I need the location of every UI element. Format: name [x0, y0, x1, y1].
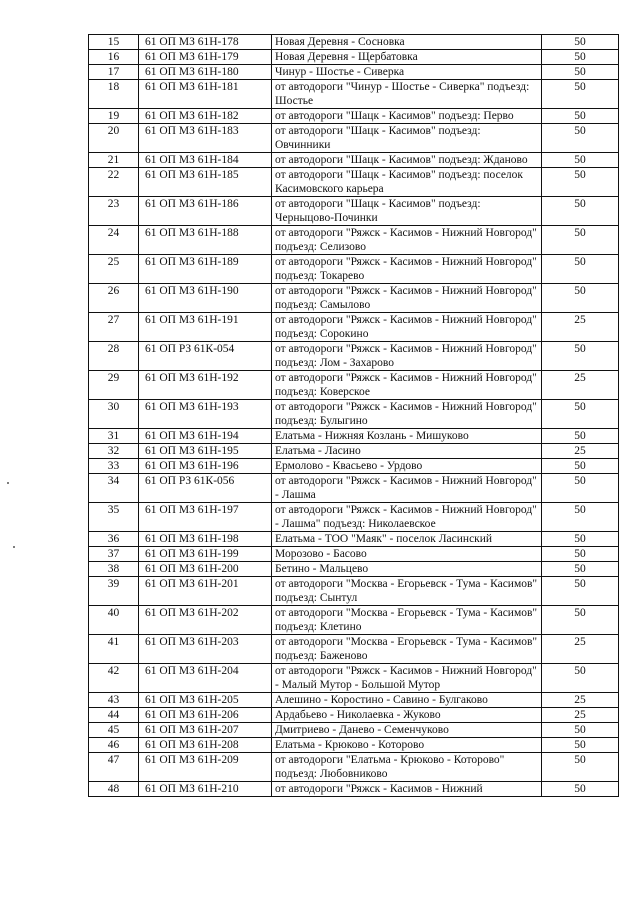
road-length: 50	[542, 153, 619, 168]
road-name: от автодороги "Шацк - Касимов" подъезд: Черныцово-Починки	[272, 197, 542, 226]
road-code: 61 ОП МЗ 61Н-195	[139, 444, 272, 459]
road-code: 61 ОП МЗ 61Н-193	[139, 400, 272, 429]
road-length: 25	[542, 708, 619, 723]
road-length: 50	[542, 35, 619, 50]
row-number: 37	[89, 547, 139, 562]
table-row	[89, 606, 619, 635]
table-row	[89, 371, 619, 400]
road-code: 61 ОП МЗ 61Н-197	[139, 503, 272, 532]
row-number: 28	[89, 342, 139, 371]
road-name: от автодороги "Ряжск - Касимов - Нижний Новгород" подъезд: Токарево	[272, 255, 542, 284]
road-code: 61 ОП МЗ 61Н-208	[139, 738, 272, 753]
row-number: 26	[89, 284, 139, 313]
row-number: 21	[89, 153, 139, 168]
road-name: Алешино - Коростино - Савино - Булгаково	[272, 693, 542, 708]
road-name: Дмитриево - Данево - Семенчуково	[272, 723, 542, 738]
road-name: от автодороги "Ряжск - Касимов - Нижний Новгород" подъезд: Коверское	[272, 371, 542, 400]
table-row	[89, 459, 619, 474]
road-length: 50	[542, 50, 619, 65]
road-code: 61 ОП МЗ 61Н-190	[139, 284, 272, 313]
road-code: 61 ОП МЗ 61Н-205	[139, 693, 272, 708]
road-length: 50	[542, 197, 619, 226]
road-name: Ардабьево - Николаевка - Жуково	[272, 708, 542, 723]
road-code: 61 ОП МЗ 61Н-200	[139, 562, 272, 577]
road-length: 50	[542, 503, 619, 532]
road-name: Ермолово - Квасьево - Урдово	[272, 459, 542, 474]
row-number: 15	[89, 35, 139, 50]
road-length: 50	[542, 606, 619, 635]
road-name: Елатьма - Ласино	[272, 444, 542, 459]
road-code: 61 ОП МЗ 61Н-185	[139, 168, 272, 197]
road-name: Елатьма - Крюково - Которово	[272, 738, 542, 753]
table-row	[89, 400, 619, 429]
row-number: 34	[89, 474, 139, 503]
road-name: от автодороги "Ряжск - Касимов - Нижний	[272, 782, 542, 797]
table-row	[89, 284, 619, 313]
road-length: 50	[542, 753, 619, 782]
table-row	[89, 753, 619, 782]
row-number: 38	[89, 562, 139, 577]
road-name: от автодороги "Шацк - Касимов" подъезд: поселок Касимовского карьера	[272, 168, 542, 197]
road-length: 25	[542, 313, 619, 342]
table-row	[89, 723, 619, 738]
road-length: 50	[542, 226, 619, 255]
road-code: 61 ОП МЗ 61Н-203	[139, 635, 272, 664]
table-row	[89, 35, 619, 50]
road-length: 25	[542, 371, 619, 400]
roads-table-body	[89, 35, 619, 797]
table-row	[89, 109, 619, 124]
table-row	[89, 153, 619, 168]
road-length: 50	[542, 459, 619, 474]
row-number: 33	[89, 459, 139, 474]
scan-speck	[7, 482, 9, 484]
row-number: 16	[89, 50, 139, 65]
road-code: 61 ОП МЗ 61Н-189	[139, 255, 272, 284]
table-row	[89, 168, 619, 197]
road-length: 50	[542, 342, 619, 371]
road-code: 61 ОП МЗ 61Н-191	[139, 313, 272, 342]
road-name: от автодороги "Ряжск - Касимов - Нижний Новгород" подъезд: Самылово	[272, 284, 542, 313]
row-number: 30	[89, 400, 139, 429]
road-length: 25	[542, 444, 619, 459]
road-name: от автодороги "Шацк - Касимов" подъезд: Жданово	[272, 153, 542, 168]
road-code: 61 ОП МЗ 61Н-186	[139, 197, 272, 226]
row-number: 43	[89, 693, 139, 708]
row-number: 41	[89, 635, 139, 664]
road-code: 61 ОП МЗ 61Н-194	[139, 429, 272, 444]
road-length: 50	[542, 255, 619, 284]
road-length: 50	[542, 474, 619, 503]
road-length: 50	[542, 562, 619, 577]
row-number: 45	[89, 723, 139, 738]
row-number: 42	[89, 664, 139, 693]
road-length: 25	[542, 635, 619, 664]
road-name: от автодороги "Ряжск - Касимов - Нижний Новгород" подъезд: Сорокино	[272, 313, 542, 342]
row-number: 31	[89, 429, 139, 444]
road-code: 61 ОП МЗ 61Н-183	[139, 124, 272, 153]
row-number: 27	[89, 313, 139, 342]
row-number: 35	[89, 503, 139, 532]
table-row	[89, 255, 619, 284]
road-code: 61 ОП МЗ 61Н-206	[139, 708, 272, 723]
road-length: 50	[542, 738, 619, 753]
road-name: Чинур - Шостье - Сиверка	[272, 65, 542, 80]
road-code: 61 ОП МЗ 61Н-204	[139, 664, 272, 693]
table-row	[89, 80, 619, 109]
road-name: от автодороги "Москва - Егорьевск - Тума - Касимов" подъезд: Сынтул	[272, 577, 542, 606]
row-number: 22	[89, 168, 139, 197]
road-name: от автодороги "Москва - Егорьевск - Тума - Касимов" подъезд: Клетино	[272, 606, 542, 635]
road-length: 50	[542, 124, 619, 153]
table-row	[89, 693, 619, 708]
table-row	[89, 738, 619, 753]
road-name: от автодороги "Шацк - Касимов" подъезд: Перво	[272, 109, 542, 124]
row-number: 40	[89, 606, 139, 635]
road-length: 50	[542, 284, 619, 313]
road-name: от автодороги "Елатьма - Крюково - Которово" подъезд: Любовниково	[272, 753, 542, 782]
table-row	[89, 50, 619, 65]
row-number: 48	[89, 782, 139, 797]
table-row	[89, 197, 619, 226]
table-row	[89, 562, 619, 577]
row-number: 24	[89, 226, 139, 255]
road-name: от автодороги "Ряжск - Касимов - Нижний Новгород" - Лашма" подъезд: Николаевское	[272, 503, 542, 532]
road-code: 61 ОП РЗ 61К-056	[139, 474, 272, 503]
scan-speck	[13, 546, 15, 548]
road-length: 50	[542, 577, 619, 606]
row-number: 19	[89, 109, 139, 124]
road-name: Морозово - Басово	[272, 547, 542, 562]
road-code: 61 ОП МЗ 61Н-181	[139, 80, 272, 109]
row-number: 44	[89, 708, 139, 723]
row-number: 20	[89, 124, 139, 153]
road-name: Елатьма - ТОО "Маяк" - поселок Ласинский	[272, 532, 542, 547]
road-code: 61 ОП МЗ 61Н-201	[139, 577, 272, 606]
road-length: 50	[542, 429, 619, 444]
road-length: 50	[542, 547, 619, 562]
table-row	[89, 577, 619, 606]
road-length: 50	[542, 723, 619, 738]
road-code: 61 ОП МЗ 61Н-182	[139, 109, 272, 124]
table-row	[89, 664, 619, 693]
road-code: 61 ОП МЗ 61Н-210	[139, 782, 272, 797]
road-name: от автодороги "Ряжск - Касимов - Нижний Новгород" подъезд: Булыгино	[272, 400, 542, 429]
roads-table	[88, 34, 619, 797]
table-row	[89, 635, 619, 664]
road-length: 50	[542, 782, 619, 797]
row-number: 47	[89, 753, 139, 782]
row-number: 46	[89, 738, 139, 753]
table-row	[89, 782, 619, 797]
road-name: от автодороги "Ряжск - Касимов - Нижний Новгород" подъезд: Лом - Захарово	[272, 342, 542, 371]
road-code: 61 ОП МЗ 61Н-180	[139, 65, 272, 80]
road-code: 61 ОП МЗ 61Н-196	[139, 459, 272, 474]
table-row	[89, 532, 619, 547]
road-length: 50	[542, 168, 619, 197]
road-code: 61 ОП МЗ 61Н-188	[139, 226, 272, 255]
road-name: Бетино - Мальцево	[272, 562, 542, 577]
road-code: 61 ОП МЗ 61Н-198	[139, 532, 272, 547]
road-code: 61 ОП МЗ 61Н-207	[139, 723, 272, 738]
table-row	[89, 342, 619, 371]
table-row	[89, 547, 619, 562]
road-name: от автодороги "Чинур - Шостье - Сиверка" подъезд: Шостье	[272, 80, 542, 109]
road-length: 50	[542, 664, 619, 693]
table-row	[89, 226, 619, 255]
table-row	[89, 708, 619, 723]
table-row	[89, 429, 619, 444]
road-length: 50	[542, 80, 619, 109]
road-code: 61 ОП МЗ 61Н-184	[139, 153, 272, 168]
road-name: от автодороги "Ряжск - Касимов - Нижний Новгород" - Малый Мутор - Большой Мутор	[272, 664, 542, 693]
road-name: от автодороги "Ряжск - Касимов - Нижний Новгород" - Лашма	[272, 474, 542, 503]
row-number: 18	[89, 80, 139, 109]
road-code: 61 ОП МЗ 61Н-179	[139, 50, 272, 65]
road-name: Новая Деревня - Сосновка	[272, 35, 542, 50]
road-code: 61 ОП МЗ 61Н-209	[139, 753, 272, 782]
road-length: 50	[542, 532, 619, 547]
road-name: от автодороги "Ряжск - Касимов - Нижний Новгород" подъезд: Селизово	[272, 226, 542, 255]
row-number: 29	[89, 371, 139, 400]
table-row	[89, 313, 619, 342]
road-name: Елатьма - Нижняя Козлань - Мишуково	[272, 429, 542, 444]
row-number: 32	[89, 444, 139, 459]
road-length: 50	[542, 109, 619, 124]
road-length: 25	[542, 693, 619, 708]
row-number: 25	[89, 255, 139, 284]
road-length: 50	[542, 400, 619, 429]
row-number: 36	[89, 532, 139, 547]
row-number: 23	[89, 197, 139, 226]
table-row	[89, 65, 619, 80]
road-name: от автодороги "Москва - Егорьевск - Тума - Касимов" подъезд: Баженово	[272, 635, 542, 664]
road-name: Новая Деревня - Щербатовка	[272, 50, 542, 65]
row-number: 17	[89, 65, 139, 80]
road-length: 50	[542, 65, 619, 80]
road-name: от автодороги "Шацк - Касимов" подъезд: Овчинники	[272, 124, 542, 153]
table-row	[89, 444, 619, 459]
road-code: 61 ОП РЗ 61К-054	[139, 342, 272, 371]
table-row	[89, 474, 619, 503]
row-number: 39	[89, 577, 139, 606]
road-code: 61 ОП МЗ 61Н-202	[139, 606, 272, 635]
road-code: 61 ОП МЗ 61Н-192	[139, 371, 272, 400]
road-code: 61 ОП МЗ 61Н-199	[139, 547, 272, 562]
table-row	[89, 503, 619, 532]
table-row	[89, 124, 619, 153]
road-code: 61 ОП МЗ 61Н-178	[139, 35, 272, 50]
